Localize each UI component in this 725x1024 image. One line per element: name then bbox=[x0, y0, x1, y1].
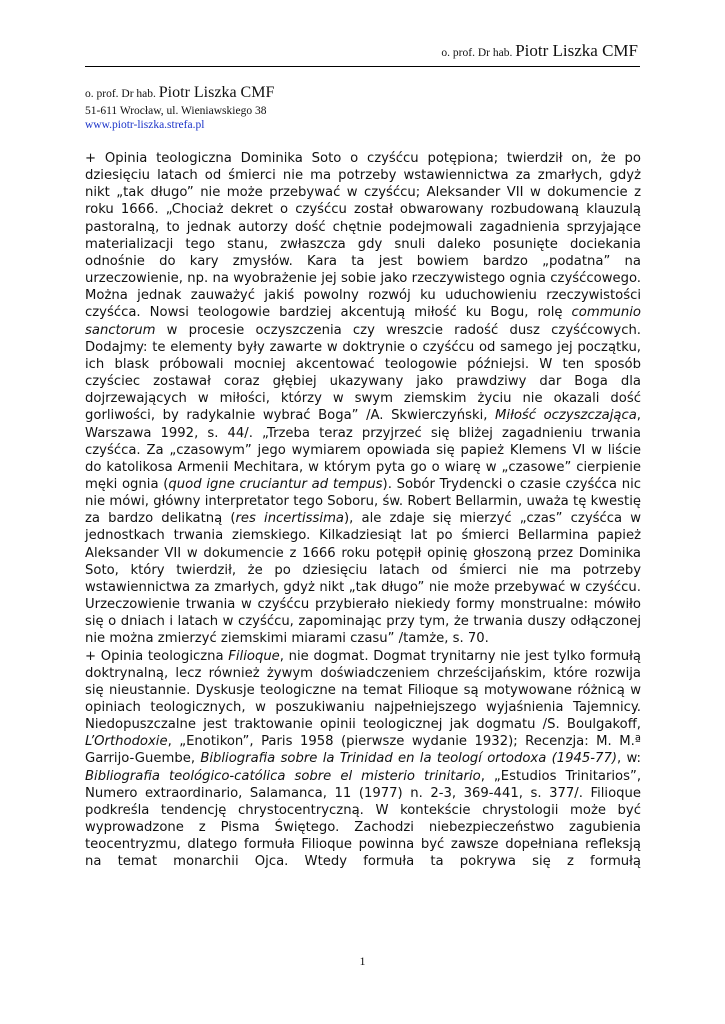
paragraph-filioque: + Opinia teologiczna Filioque, nie dogmat. Dogmat trynitarny nie jest tylko formułą doktrynalną, lecz również żywym doświadczeniem chrześcijańskim, które rozwija się nieustannie. Dyskusje teologiczne na temat Filioque są motywowane różnicą w opiniach teologicznych, w poszukiwaniu najpełniejszego wyjaśnienia Tajemnicy. Niedopuszczalne jest traktowanie opinii teologicznej jak dogmatu /S. Boulgakoff, L’Orthodoxie, „Enotikon”, Paris 1958 (pierwsze wydanie 1932); Recenzja: M. M.ª Garrijo-Guembe, Bibliografia sobre la Trinidad en la teologí ortodoxa (1945-77), w: Bibliografia teológico-católica sobre el misterio trinitario, „Estudios Trinitarios”, Numero extraordinario, Salamanca, 11 (1977) n. 2-3, 369-441, s. 377/. Filioque podkreśla tendencję chrystocentryczną. W kontekście chrystologii może być wyprowadzone z Pisma Świętego. Zachodzi niebezpieczeństwo zagubienia teocentryzmu, dlatego formuła Filioque powinna być zawsze dopełniana refleksją na temat monarchii Ojca. Wtedy formuła ta pokrywa się z formułą bbox=[85, 648, 642, 870]
author-address: 51-611 Wrocław, ul. Wieniawskiego 38 bbox=[85, 105, 267, 117]
document-body bbox=[85, 150, 641, 871]
author-prefix: o. prof. Dr hab. bbox=[85, 88, 156, 100]
author-title-line bbox=[85, 86, 274, 101]
header-prefix: o. prof. Dr hab. bbox=[441, 47, 513, 59]
page-number: 1 bbox=[359, 954, 366, 968]
author-website-link[interactable]: www.piotr-liszka.strefa.pl bbox=[85, 119, 205, 131]
paragraph-soto-purgatory: + Opinia teologiczna Dominika Soto o czyśćcu potępiona; twierdził on, że po dziesięciu latach od śmierci nie ma potrzeby wstawiennictwa za zmarłych, gdyż nikt „tak długo” nie może przebywać w czyśćcu; Aleksander VII w dokumencie z roku 1666. „Chociaż dekret o czyśćcu został obwarowany rozbudowaną klauzulą pastoralną, to jednak autorzy dość chętnie podejmowali zagadnienia sprzyjające materializacji tego stanu, zwłaszcza gdy snuli daleko posunięte dociekania odnośnie do kary zmysłów. Kara ta jest bowiem bardzo „podatna” na urzeczowienie, np. na wyobrażenie jej sobie jako rzeczywistego ognia czyśćcowego. Można jednak zauważyć jakiś powolny rozwój ku uduchowieniu rzeczywistości czyśćca. Nowsi teologowie bardziej akcentują miłość ku Bogu, rolę communio sanctorum w procesie oczyszczenia czy wreszcie radość dusz czyśćcowych. Dodajmy: te elementy były zawarte w doktrynie o czyśćcu od samego jej początku, ich blask próbowali mocniej akcentować teologowie późniejsi. W ten sposób czyściec zostawał coraz głębiej ukazywany jako prawdziwy dar Boga dla dojrzewających w miłości, którzy w swym ziemskim życiu nie okazali dość gorliwości, by radykalnie wybrać Boga” /A. Skwierczyński, Miłość oczyszczająca, Warszawa 1992, s. 44/. „Trzeba teraz przyjrzeć się bliżej zagadnieniu trwania czyśćca. Za „czasowym” jego wymiarem opowiada się papież Klemens VI w liście do katolikosa Armenii Mechitara, w którym pyta go o wiarę w „czasowe” cierpienie męki ognia (quod igne cruciantur ad tempus). Sobór Trydencki o czasie czyśćca nic nie mówi, główny interpretator tego Soboru, św. Robert Bellarmin, uważa tę kwestię za bardzo delikatną (res incertissima), ale zdaje się mierzyć „czas” czyśćca w jednostkach trwania ziemskiego. Kilkadziesiąt lat po śmierci Bellarmina papież Aleksander VII w dokumencie z 1666 roku potępił opinię głoszoną przez Dominika Soto, który twierdził, że po dziesięciu latach od śmierci nie ma potrzeby wstawiennictwa za zmarłych, gdyż nikt „tak długo” nie może przebywać w czyśćcu. Urzeczowienie trwania w czyśćcu przybierało niekiedy formy monstrualne: mówiło się o dniach i latach w czyśćcu, zapominając przy tym, że trwania duszy odłączonej nie można zmierzyć ziemskimi miarami czasu” /tamże, s. 70. bbox=[85, 151, 642, 647]
author-block bbox=[85, 86, 274, 132]
running-header bbox=[441, 41, 638, 61]
author-name: Piotr Liszka CMF bbox=[158, 84, 275, 101]
header-name: Piotr Liszka CMF bbox=[515, 41, 638, 60]
header-rule bbox=[85, 66, 640, 67]
